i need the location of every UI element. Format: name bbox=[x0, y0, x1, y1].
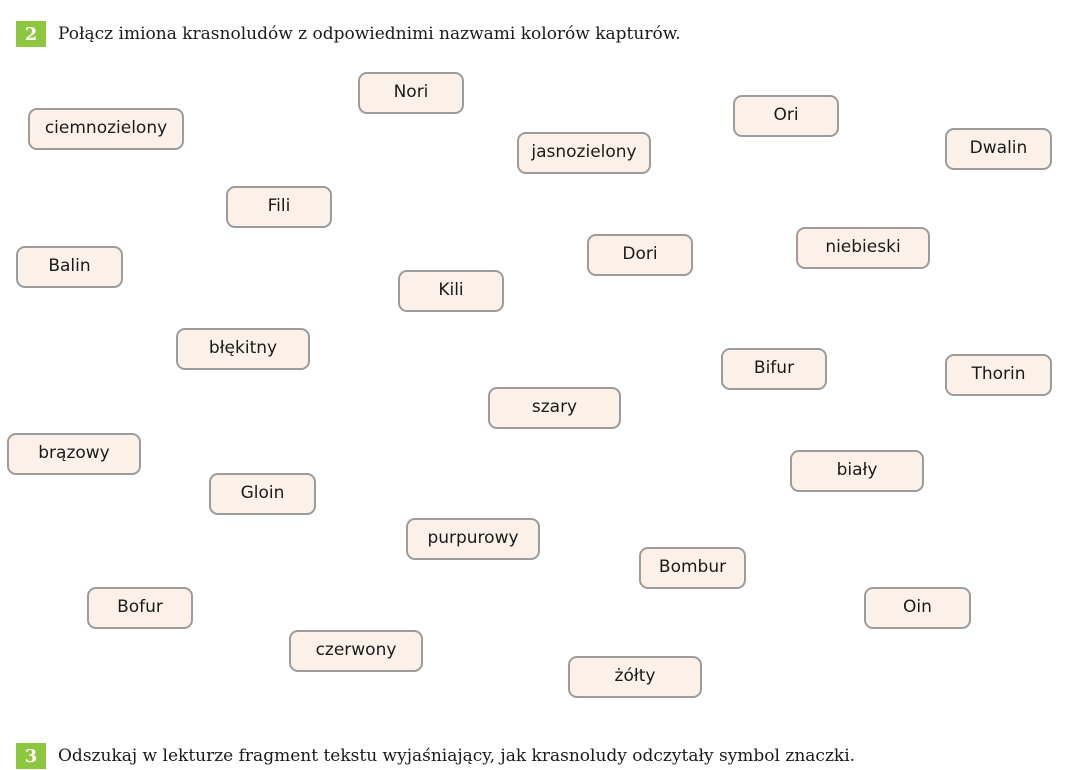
chip-purpurowy[interactable]: purpurowy bbox=[406, 518, 540, 560]
chip-dwalin[interactable]: Dwalin bbox=[945, 128, 1052, 170]
chip-oin[interactable]: Oin bbox=[864, 587, 971, 629]
chip-bifur[interactable]: Bifur bbox=[721, 348, 827, 390]
chip-brazowy[interactable]: brązowy bbox=[7, 433, 141, 475]
chip-balin[interactable]: Balin bbox=[16, 246, 123, 288]
chip-gloin[interactable]: Gloin bbox=[209, 473, 316, 515]
task-instruction: Odszukaj w lekturze fragment tekstu wyjaśniający, jak krasnoludy odczytały symbol znaczki. bbox=[58, 746, 856, 766]
chip-nori[interactable]: Nori bbox=[358, 72, 464, 114]
chip-niebieski[interactable]: niebieski bbox=[796, 227, 930, 269]
chip-czerwony[interactable]: czerwony bbox=[289, 630, 423, 672]
chip-ciemnozielony[interactable]: ciemnozielony bbox=[28, 108, 184, 150]
task-3-header bbox=[16, 742, 855, 770]
chip-jasnozielony[interactable]: jasnozielony bbox=[517, 132, 651, 174]
task-instruction: Połącz imiona krasnoludów z odpowiednimi nazwami kolorów kapturów. bbox=[58, 24, 681, 44]
chip-kili[interactable]: Kili bbox=[398, 270, 504, 312]
task-number-badge: 3 bbox=[16, 743, 46, 769]
chip-bombur[interactable]: Bombur bbox=[639, 547, 746, 589]
chip-dori[interactable]: Dori bbox=[587, 234, 693, 276]
chip-bialy[interactable]: biały bbox=[790, 450, 924, 492]
chip-szary[interactable]: szary bbox=[488, 387, 621, 429]
chip-blekitny[interactable]: błękitny bbox=[176, 328, 310, 370]
chip-thorin[interactable]: Thorin bbox=[945, 354, 1052, 396]
chip-bofur[interactable]: Bofur bbox=[87, 587, 193, 629]
task-2-header bbox=[16, 20, 681, 48]
chip-fili[interactable]: Fili bbox=[226, 186, 332, 228]
chip-zolty[interactable]: żółty bbox=[568, 656, 702, 698]
chip-ori[interactable]: Ori bbox=[733, 95, 839, 137]
task-number-badge: 2 bbox=[16, 21, 46, 47]
